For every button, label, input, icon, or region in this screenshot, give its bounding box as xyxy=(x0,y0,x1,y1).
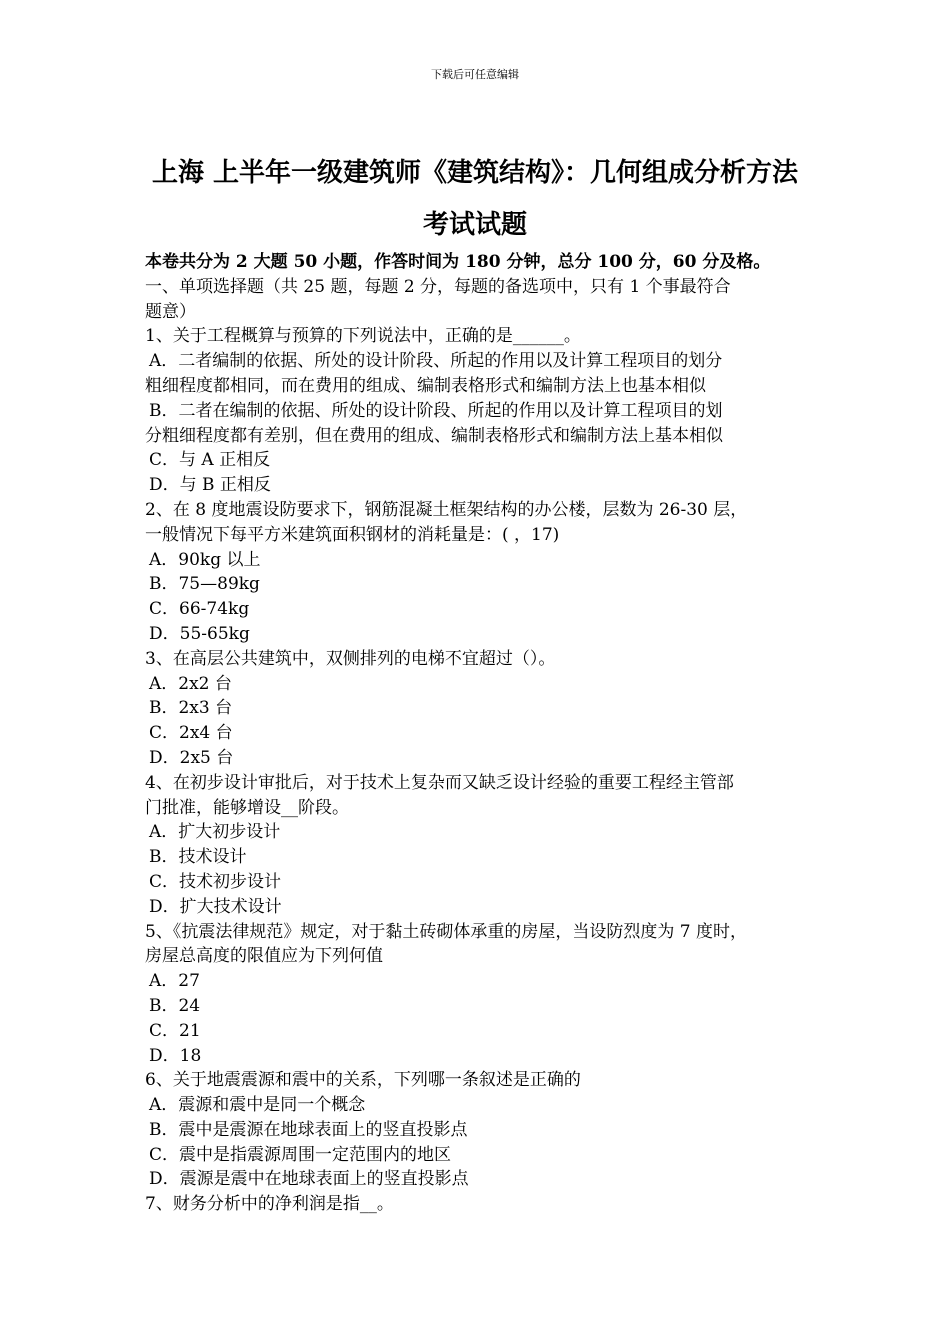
answer-option-text: 分粗细程度都有差别，但在费用的组成、编制表格形式和编制方法上基本相似 xyxy=(145,425,723,446)
answer-option xyxy=(145,473,825,498)
answer-option-text: B．技术设计 xyxy=(149,847,247,868)
question-text: 5、《抗震法律规范》规定，对于黏土砖砌体承重的房屋，当设防烈度为 7 度时， xyxy=(145,921,747,942)
answer-option xyxy=(145,870,825,895)
answer-option xyxy=(145,548,825,573)
answer-option-text: B．24 xyxy=(149,995,201,1016)
section-heading-line-2: 题意） xyxy=(145,301,196,322)
answer-option-text: B．二者在编制的依据、所处的设计阶段、所起的作用以及计算工程项目的划 xyxy=(149,400,723,421)
question-text: 2、在 8 度地震设防要求下，钢筋混凝土框架结构的办公楼，层数为 26-30 层， xyxy=(145,499,748,520)
answer-option xyxy=(145,1167,825,1192)
answer-option xyxy=(145,572,825,597)
answer-option-text: 粗细程度都相同，而在费用的组成、编制表格形式和编制方法上也基本相似 xyxy=(145,375,706,396)
question-text: 4、在初步设计审批后，对于技术上复杂而又缺乏设计经验的重要工程经主管部 xyxy=(145,772,734,793)
answer-option-text: B．震中是震源在地球表面上的竖直投影点 xyxy=(149,1119,468,1140)
answer-option-text: D．与 B 正相反 xyxy=(149,475,271,496)
question-item xyxy=(145,920,825,1069)
answer-option xyxy=(145,448,825,473)
answer-option xyxy=(145,746,825,771)
question-item xyxy=(145,324,825,498)
answer-option xyxy=(145,1093,825,1118)
answer-option-text: C．与 A 正相反 xyxy=(149,450,271,471)
answer-option-text: D．震源是震中在地球表面上的竖直投影点 xyxy=(149,1169,469,1190)
answer-option-text: D．扩大技术设计 xyxy=(149,896,282,917)
exam-summary: 本卷共分为 2 大题 50 小题，作答时间为 180 分钟，总分 100 分，60 分及格。 xyxy=(145,252,771,272)
document-title-line-2: 考试试题 xyxy=(422,210,527,240)
question-text: 房屋总高度的限值应为下列何值 xyxy=(145,946,383,967)
answer-option-text: C．21 xyxy=(149,1020,201,1041)
section-heading-line-1: 一、单项选择题（共 25 题，每题 2 分，每题的备选项中，只有 1 个事最符合 xyxy=(145,276,731,297)
exam-content xyxy=(145,250,825,1217)
answer-option xyxy=(145,820,825,845)
answer-option xyxy=(145,672,825,697)
answer-option-text: D．55-65kg xyxy=(149,623,250,644)
answer-option xyxy=(145,399,825,449)
answer-option xyxy=(145,622,825,647)
question-item xyxy=(145,771,825,920)
answer-option-text: A．90kg 以上 xyxy=(149,549,261,570)
answer-option-text: C．66-74kg xyxy=(149,599,250,620)
question-text: 1、关于工程概算与预算的下列说法中，正确的是______。 xyxy=(145,326,581,347)
answer-option xyxy=(145,895,825,920)
question-text: 6、关于地震震源和震中的关系，下列哪一条叙述是正确的 xyxy=(145,1070,581,1091)
answer-option xyxy=(145,994,825,1019)
answer-option-text: D．2x5 台 xyxy=(149,747,234,768)
answer-option-text: A．27 xyxy=(149,971,200,992)
question-item xyxy=(145,498,825,647)
question-text: 7、财务分析中的净利润是指__。 xyxy=(145,1194,394,1215)
answer-option xyxy=(145,845,825,870)
answer-option xyxy=(145,1143,825,1168)
question-item xyxy=(145,647,825,771)
question-item xyxy=(145,1192,825,1217)
question-text: 3、在高层公共建筑中，双侧排列的电梯不宜超过（）。 xyxy=(145,648,556,669)
answer-option-text: D．18 xyxy=(149,1045,202,1066)
answer-option-text: A．震源和震中是同一个概念 xyxy=(149,1095,366,1116)
answer-option xyxy=(145,597,825,622)
question-list xyxy=(145,324,825,1217)
answer-option xyxy=(145,1044,825,1069)
answer-option xyxy=(145,969,825,994)
page-header-note: 下载后可任意编辑 xyxy=(431,68,519,81)
answer-option xyxy=(145,721,825,746)
answer-option-text: B．2x3 台 xyxy=(149,698,233,719)
answer-option xyxy=(145,349,825,399)
answer-option xyxy=(145,1019,825,1044)
answer-option-text: A．2x2 台 xyxy=(149,673,232,694)
answer-option-text: A．二者编制的依据、所处的设计阶段、所起的作用以及计算工程项目的划分 xyxy=(149,351,723,372)
answer-option-text: C．技术初步设计 xyxy=(149,871,282,892)
document-title-line-1: 上海 上半年一级建筑师《建筑结构》：几何组成分析方法 xyxy=(151,158,799,188)
answer-option-text: C．2x4 台 xyxy=(149,723,233,744)
answer-option-text: B．75—89kg xyxy=(149,574,260,595)
question-text: 一般情况下每平方米建筑面积钢材的消耗量是：( ，17) xyxy=(145,524,560,545)
answer-option-text: C．震中是指震源周围一定范围内的地区 xyxy=(149,1144,452,1165)
question-text: 门批准，能够增设__阶段。 xyxy=(145,797,349,818)
answer-option xyxy=(145,1118,825,1143)
question-item xyxy=(145,1068,825,1192)
answer-option xyxy=(145,696,825,721)
answer-option-text: A．扩大初步设计 xyxy=(149,822,281,843)
